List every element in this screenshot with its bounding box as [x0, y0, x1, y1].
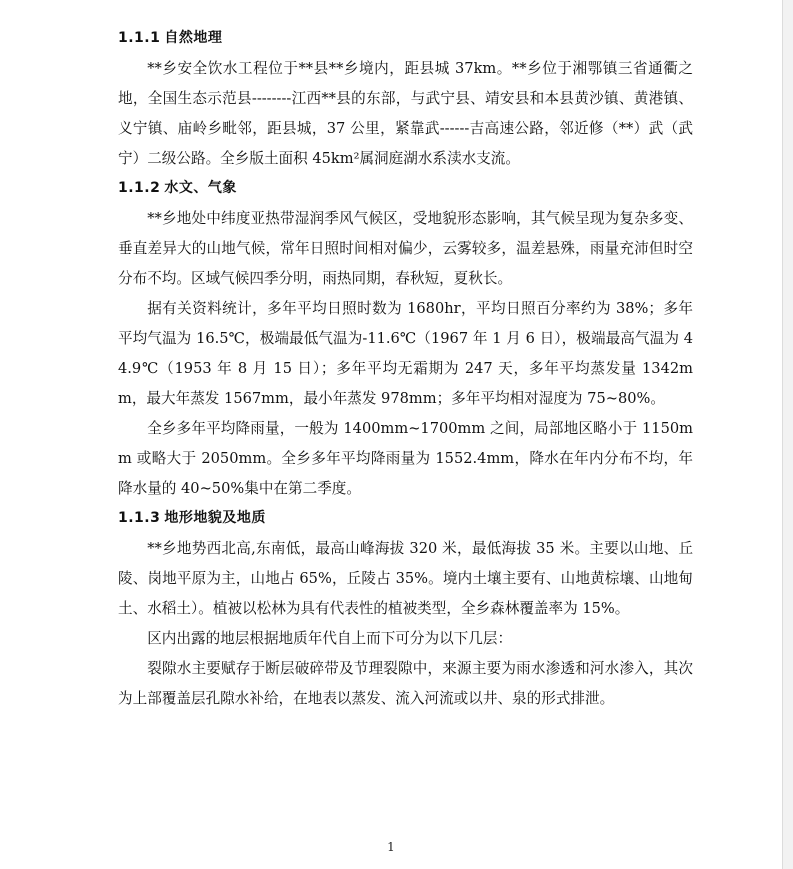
- section-title: 水文、气象: [164, 180, 237, 196]
- section-heading: [118, 28, 693, 48]
- viewer-background: [783, 0, 793, 869]
- section-title: 地形地貌及地质: [164, 510, 266, 526]
- section-title: 自然地理: [164, 30, 223, 46]
- paragraph: **乡地处中纬度亚热带湿润季风气候区，受地貌形态影响，其气候呈现为复杂多变、垂直差异大的山地气候，常年日照时间相对偏少，云雾较多，温差悬殊，雨量充沛但时空分布不均。区域气候四季分明，雨热同期，春秋短，夏秋长。: [118, 210, 693, 287]
- section-number: 1.1.1: [118, 30, 161, 46]
- document-body: [118, 24, 693, 714]
- section-number: 1.1.3: [118, 510, 161, 526]
- page-number: 1: [387, 840, 395, 854]
- paragraph: **乡安全饮水工程位于**县**乡境内，距县城 37km。**乡位于湘鄂镇三省通衢之地，全国生态示范县--------江西**县的东部，与武宁县、靖安县和本县黄沙镇、黄港镇、义宁镇、庙岭乡毗邻，距县城，37 公里，紧靠武------吉高速公路，邻近修（**）武（武宁）二级公路。全乡版土面积 45km²属洞庭湖水系渎水支流。: [118, 60, 693, 167]
- paragraph: 区内出露的地层根据地质年代自上而下可分为以下几层：: [147, 630, 513, 647]
- paragraph: **乡地势西北高,东南低，最高山峰海拔 320 米，最低海拔 35 米。主要以山地、丘陵、岗地平原为主，山地占 65%，丘陵占 35%。境内土壤主要有、山地黄棕壤、山地甸土、水稻土）。植被以松林为具有代表性的植被类型，全乡森林覆盖率为 15%。: [118, 540, 693, 617]
- section-heading: [118, 178, 693, 198]
- paragraph: 据有关资料统计，多年平均日照时数为 1680hr，平均日照百分率约为 38%；多年平均气温为 16.5℃，极端最低气温为-11.6℃（1967 年 1 月 6 日），极端最高气温为 44.9℃（1953 年 8 月 15 日）；多年平均无霜期为 247 天，多年平均蒸发量 1342mm，最大年蒸发 1567mm，最小年蒸发 978mm；多年平均相对湿度为 75~80%。: [118, 300, 693, 407]
- paragraph: 裂隙水主要赋存于断层破碎带及节理裂隙中，来源主要为雨水渗透和河水渗入，其次为上部覆盖层孔隙水补给，在地表以蒸发、流入河流或以井、泉的形式排泄。: [118, 660, 693, 707]
- paragraph: 全乡多年平均降雨量，一般为 1400mm~1700mm 之间，局部地区略小于 1150mm 或略大于 2050mm。全乡多年平均降雨量为 1552.4mm，降水在年内分布不均，年降水量的 40~50%集中在第二季度。: [118, 420, 693, 497]
- section-number: 1.1.2: [118, 180, 161, 196]
- section-heading: [118, 508, 693, 528]
